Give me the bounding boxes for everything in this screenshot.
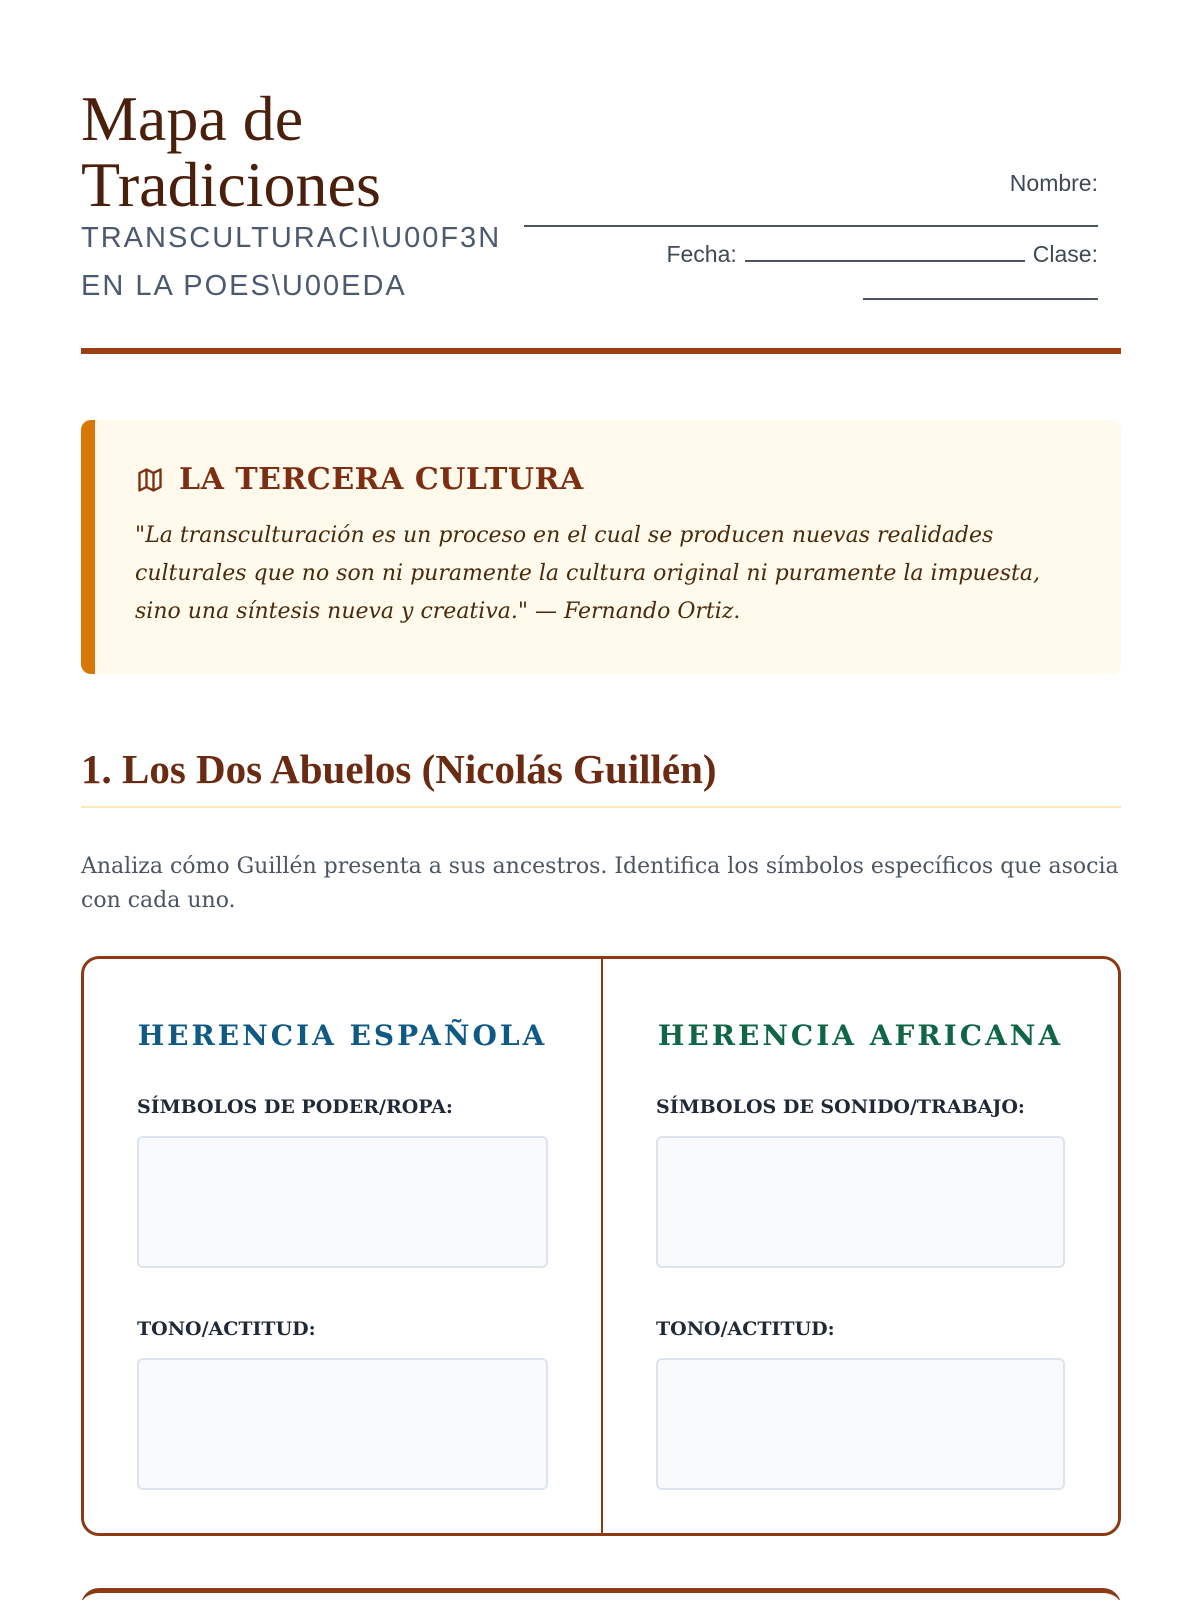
nombre-label: Nombre: xyxy=(1009,170,1098,196)
callout-quote: "La transculturación es un proceso en el cual se producen nuevas realidades culturales que no son ni puramente la cultura original ni puramente la impuesta, sino una síntesis nueva y creativa." — Fernando Ortiz. xyxy=(135,523,1040,624)
next-section-box xyxy=(81,1588,1121,1600)
page-title: Mapa de Tradiciones xyxy=(81,83,381,220)
section-1-title: 1. Los Dos Abuelos (Nicolás Guillén) xyxy=(81,746,717,792)
section-divider xyxy=(81,806,1121,808)
fecha-clase-row xyxy=(666,241,1098,268)
clase-label: Clase: xyxy=(1032,241,1098,267)
african-symbols-answer-box[interactable] xyxy=(656,1136,1065,1268)
spanish-heritage-column xyxy=(84,959,601,1533)
callout-header xyxy=(135,462,1081,497)
african-tone-answer-box[interactable] xyxy=(656,1358,1065,1490)
heritage-comparison xyxy=(81,956,1121,1536)
spanish-tone-label: TONO/ACTITUD: xyxy=(137,1318,316,1340)
african-heritage-title: HERENCIA AFRICANA xyxy=(657,1019,1064,1052)
callout-title: LA TERCERA CULTURA xyxy=(179,462,584,497)
spanish-tone-answer-box[interactable] xyxy=(137,1358,548,1490)
section-1-intro: Analiza cómo Guillén presenta a sus ancestros. Identifica los símbolos específicos que asocia con cada uno. xyxy=(81,854,1119,913)
map-icon xyxy=(135,466,165,494)
african-heritage-column xyxy=(601,959,1118,1533)
african-symbols-label: SÍMBOLOS DE SONIDO/TRABAJO: xyxy=(656,1096,1025,1118)
page-subtitle: TRANSCULTURACI\U00F3N EN LA POES\U00EDA xyxy=(81,222,502,302)
spanish-symbols-label: SÍMBOLOS DE PODER/ROPA: xyxy=(137,1096,453,1118)
fecha-label: Fecha: xyxy=(666,241,737,267)
fecha-field[interactable] xyxy=(745,260,1025,262)
clase-field[interactable] xyxy=(863,298,1098,300)
african-tone-label: TONO/ACTITUD: xyxy=(656,1318,835,1340)
header-divider xyxy=(81,348,1121,354)
nombre-field[interactable] xyxy=(524,225,1098,227)
spanish-symbols-answer-box[interactable] xyxy=(137,1136,548,1268)
definition-callout xyxy=(81,420,1121,674)
spanish-heritage-title: HERENCIA ESPAÑOLA xyxy=(137,1019,548,1052)
